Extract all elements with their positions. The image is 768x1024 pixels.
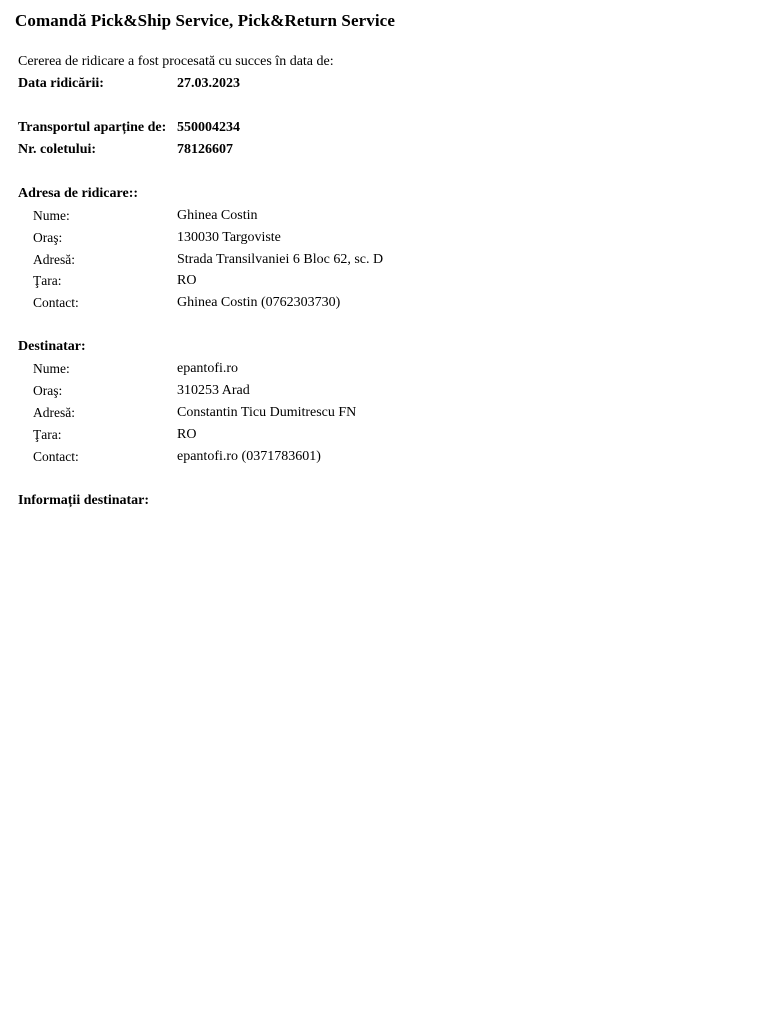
pickup-name-value: Ghinea Costin [177,208,258,223]
pickup-city-value: 130030 Targoviste [177,230,281,245]
pickup-address-row [0,273,768,293]
recipient-row [0,383,768,403]
pickup-country-value: RO [177,273,197,288]
recipient-row [0,361,768,381]
recipient-heading: Destinatar: [18,339,86,354]
pickup-name-label: Nume: [33,208,70,223]
transport-owner-label: Transportul aparține de: [18,120,167,135]
pickup-address-row [0,208,768,228]
parcel-number-label: Nr. coletului: [18,142,97,157]
pickup-date-row [0,76,768,96]
pickup-address-row [0,295,768,315]
pickup-address-row [0,252,768,272]
recipient-street-label: Adresă: [33,405,75,420]
pickup-street-value: Strada Transilvaniei 6 Bloc 62, sc. D [177,252,384,267]
recipient-country-label: Ţara: [33,427,62,442]
parcel-number-value: 78126607 [177,142,233,157]
pickup-country-label: Ţara: [33,273,62,288]
recipient-city-value: 310253 Arad [177,383,250,398]
pickup-contact-label: Contact: [33,295,79,310]
pickup-address-heading: Adresa de ridicare:: [18,186,139,201]
recipient-contact-value: epantofi.ro (0371783601) [177,449,321,464]
recipient-info-heading: Informații destinatar: [18,493,150,508]
pickup-date-value: 27.03.2023 [177,76,240,91]
recipient-country-value: RO [177,427,197,442]
pickup-address-row [0,230,768,250]
pickup-street-label: Adresă: [33,252,75,267]
document-title: Comandă Pick&Ship Service, Pick&Return Service [15,11,395,30]
recipient-contact-label: Contact: [33,449,79,464]
pickup-contact-value: Ghinea Costin (0762303730) [177,295,341,310]
recipient-name-value: epantofi.ro [177,361,239,376]
recipient-row [0,405,768,425]
recipient-name-label: Nume: [33,361,70,376]
transport-owner-value: 550004234 [177,120,240,135]
recipient-row [0,449,768,469]
recipient-row [0,427,768,447]
pickup-date-label: Data ridicării: [18,76,104,91]
recipient-street-value: Constantin Ticu Dumitrescu FN [177,405,357,420]
pickup-city-label: Oraş: [33,230,63,245]
intro-text: Cererea de ridicare a fost procesată cu succes în data de: [18,54,334,69]
transport-owner-row [0,120,768,140]
recipient-city-label: Oraş: [33,383,63,398]
parcel-number-row [0,142,768,162]
